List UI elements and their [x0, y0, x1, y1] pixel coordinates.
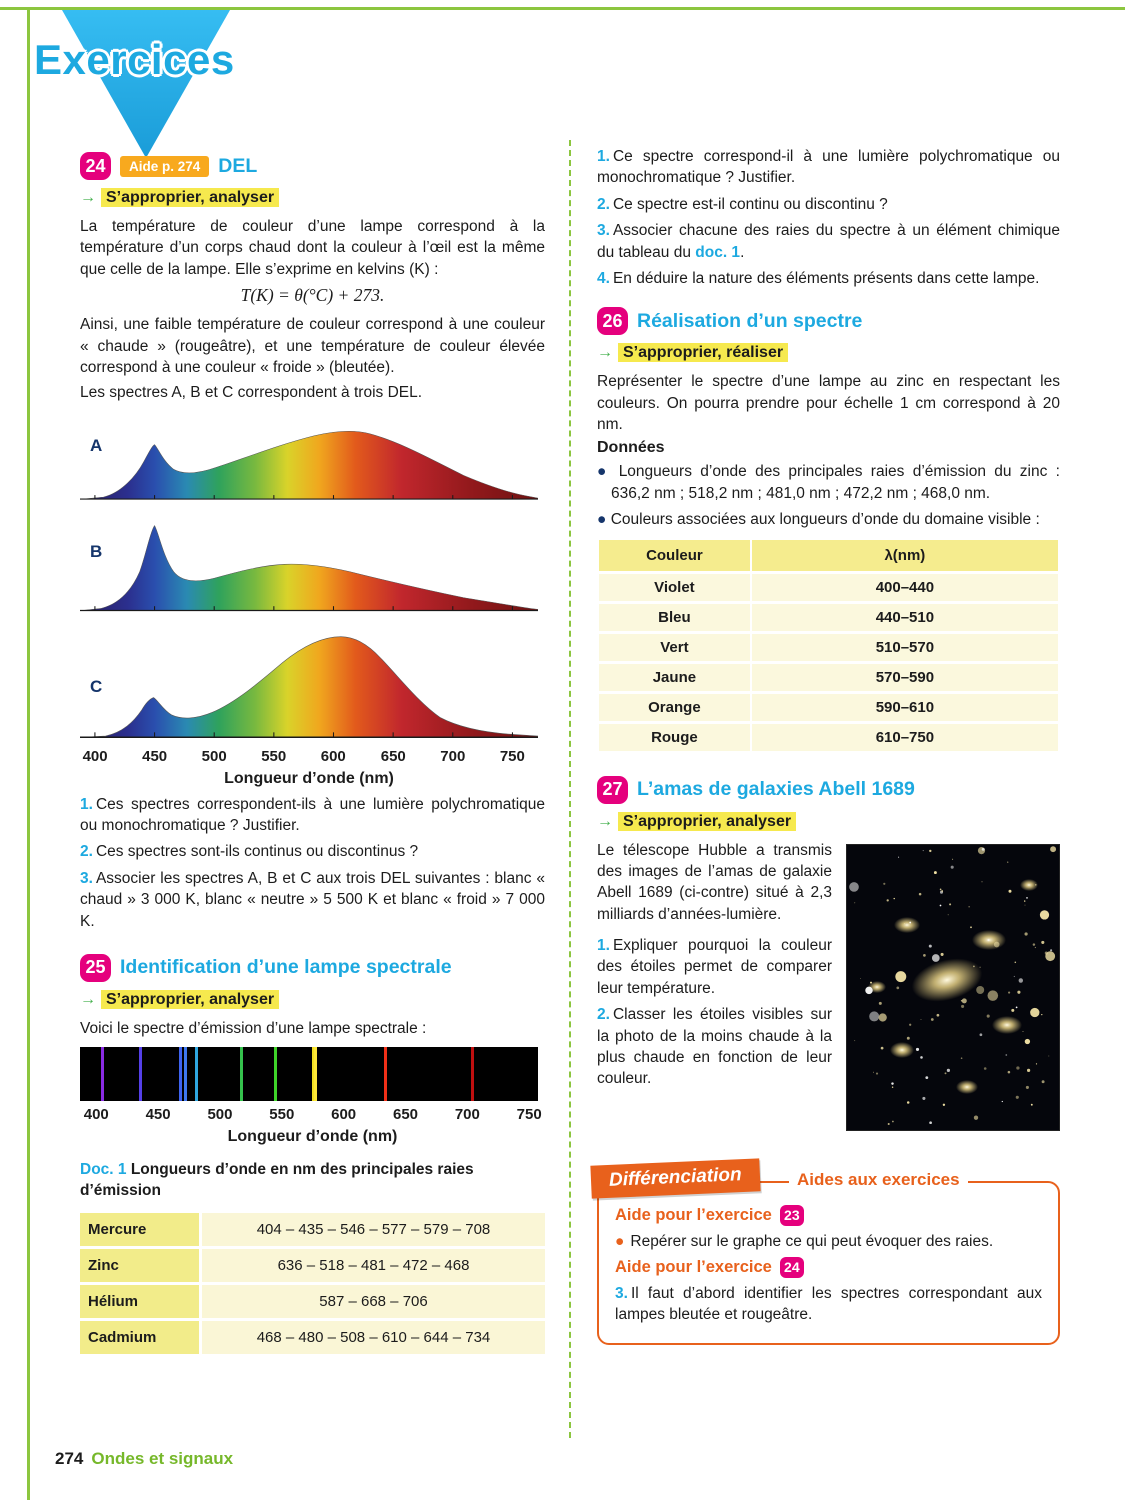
exercise-number-badge: 24 [80, 152, 111, 180]
exercise-title: Réalisation d’un spectre [637, 309, 863, 332]
question-number: 3. [597, 222, 610, 240]
element-wavelengths: 404 – 435 – 546 – 577 – 579 – 708 [202, 1213, 545, 1246]
tick-label: 500 [201, 747, 227, 765]
page-border-top [0, 7, 1125, 10]
tick-label: 750 [499, 747, 525, 765]
bullet-icon: ● [615, 1232, 625, 1250]
page-title: Exercices [34, 36, 235, 83]
element-wavelengths: 468 – 480 – 508 – 610 – 644 – 734 [202, 1321, 545, 1354]
question-text: Associer les spectres A, B et C aux trois DEL suivantes : blanc « chaud » 3 000 K, blanc « neutre » 5 500 K et blanc « froid » 7 000 K. [80, 869, 545, 930]
colour-name: Orange [599, 694, 750, 721]
emission-spectrum-band [80, 1047, 538, 1101]
aide-exercise-23 [615, 1205, 1042, 1226]
x-axis-labels [80, 748, 538, 768]
element-name: Cadmium [80, 1321, 202, 1354]
doc1-reference: doc. 1 [695, 243, 741, 261]
table-row [599, 724, 1058, 751]
colour-name: Violet [599, 574, 750, 601]
x-axis-labels [80, 1106, 545, 1126]
left-column [80, 152, 545, 1357]
bullet-text: Couleurs associées aux longueurs d’onde du domaine visible : [610, 511, 1040, 529]
paragraph: Représenter le spectre d’une lampe au zinc en respectant les couleurs. On pourra prendre pour échelle 1 cm correspond à 20 nm. [597, 373, 1060, 433]
tick-label: 550 [269, 1106, 295, 1124]
arrow-icon: → [80, 189, 96, 206]
colour-wavelength-table [597, 537, 1060, 754]
doc1-caption [80, 1160, 545, 1202]
series-label-A: A [90, 436, 103, 456]
tick-label: 550 [261, 747, 287, 765]
bullet-icon: ● [597, 511, 607, 529]
x-axis-title: Longueur d’onde (nm) [224, 769, 394, 787]
element-name: Mercure [80, 1213, 202, 1246]
differenciation-ribbon: Différenciation [590, 1158, 760, 1198]
table-row [599, 694, 1058, 721]
element-name: Hélium [80, 1285, 202, 1318]
paragraph: La température de couleur d’une lampe correspond à la température d’un corps chaud dont la couleur à l’œil est la même que celle de la lampe. Elle s’exprime en kelvins (K) : [80, 218, 545, 278]
skills-label: S’approprier, analyser [101, 990, 279, 1009]
question [80, 868, 545, 932]
aide-exercise-24 [615, 1257, 1042, 1278]
colour-name: Rouge [599, 724, 750, 751]
aide-text [615, 1283, 1042, 1326]
wavelength-range: 440–510 [752, 604, 1058, 631]
spectrum-C [80, 628, 538, 746]
question [80, 794, 545, 837]
x-axis-title: Longueur d’onde (nm) [227, 1128, 398, 1146]
tick-label: 400 [82, 747, 108, 765]
table-row [80, 1285, 545, 1318]
doc1-table [80, 1210, 545, 1357]
table-row [599, 664, 1058, 691]
question-text: Ce spectre correspond-il à une lumière polychromatique ou monochromatique ? Justifier. [597, 148, 1060, 187]
question-text: Ces spectres sont-ils continus ou discontinus ? [95, 843, 419, 861]
skills-label: S’approprier, analyser [101, 188, 279, 207]
exercise-25-questions [597, 146, 1060, 289]
bullet-text: Longueurs d’onde des principales raies d’émission du zinc : 636,2 nm ; 518,2 nm ; 481,0 nm ; 472,2 nm ; 468,0 nm. [611, 463, 1060, 502]
spectrum-C-curve [80, 628, 538, 746]
question-number: 3. [615, 1284, 628, 1302]
doc1-caption-text: Longueurs d’onde en nm des principales raies d’émission [80, 1161, 474, 1200]
question-number: 2. [597, 195, 610, 213]
question [597, 146, 1060, 189]
exercise-title: DEL [218, 154, 258, 177]
exercise-27-body [597, 840, 1060, 1137]
tick-label: 650 [380, 747, 406, 765]
tick-label: 400 [83, 1106, 109, 1124]
tick-label: 600 [320, 747, 346, 765]
exercise-27 [597, 776, 1060, 1137]
question [597, 194, 1060, 215]
aides-heading: Aides aux exercices [789, 1170, 968, 1190]
arrow-icon: → [597, 812, 613, 830]
aide-label: Aide pour l’exercice [615, 1257, 772, 1276]
spectrum-A [80, 412, 538, 506]
column-divider [569, 140, 571, 1438]
page-footer [55, 1449, 233, 1469]
del-spectra-chart [80, 412, 538, 788]
donnees-label: Données [597, 439, 665, 457]
wavelength-range: 510–570 [752, 634, 1058, 661]
tick-label: 500 [207, 1106, 233, 1124]
question [80, 841, 545, 862]
abell-1689-image [847, 845, 1059, 1130]
paragraph: Le télescope Hubble a transmis des images de l’amas de galaxie Abell 1689 (ci-contre) situé à 2,3 milliards d’années-lumière. [597, 841, 832, 923]
exercise-27-header [597, 776, 1060, 804]
series-label-C: C [90, 677, 103, 697]
right-column [597, 146, 1060, 1345]
skills-label: S’approprier, analyser [618, 812, 796, 831]
aide-label: Aide pour l’exercice [615, 1205, 772, 1224]
paragraph: Voici le spectre d’émission d’une lampe spectrale : [80, 1019, 427, 1037]
aide-text-content: Il faut d’abord identifier les spectres correspondant aux lampes bleutée et rougeâtre. [615, 1284, 1042, 1324]
exercise-25-header [80, 954, 545, 982]
aide-text [615, 1231, 1042, 1252]
column-header: λ(nm) [752, 540, 1058, 571]
element-name: Zinc [80, 1249, 202, 1282]
temperature-formula: T(K) = θ(°C) + 273. [240, 285, 385, 306]
spectrum-A-curve [80, 412, 538, 506]
exercices-banner-triangle [62, 10, 230, 158]
skills-line [597, 344, 1060, 362]
question-number: 2. [80, 843, 93, 861]
data-bullet [597, 461, 1060, 504]
paragraph: Les spectres A, B et C correspondent à trois DEL. [80, 384, 423, 402]
table-row [599, 634, 1058, 661]
tick-label: 750 [516, 1106, 542, 1124]
question-text: Expliquer pourquoi la couleur des étoiles permet de comparer leur température. [597, 937, 832, 997]
question-text: Ces spectres correspondent-ils à une lumière polychromatique ou monochromatique ? Justifier. [80, 795, 545, 834]
exercise-25 [80, 954, 545, 1357]
series-label-B: B [90, 542, 103, 562]
colour-name: Jaune [599, 664, 750, 691]
exercise-title: L’amas de galaxies Abell 1689 [637, 778, 915, 800]
question-text: . [740, 243, 745, 261]
spectrum-B-curve [80, 516, 538, 618]
exercise-number-badge: 26 [597, 307, 628, 335]
lamp-spectrum-figure [80, 1047, 545, 1146]
bullet-icon: ● [597, 463, 611, 481]
table-row [80, 1321, 545, 1354]
differenciation-box [597, 1163, 1060, 1345]
exercise-number-badge: 23 [780, 1205, 804, 1226]
wavelength-range: 610–750 [752, 724, 1058, 751]
question-number: 2. [597, 1006, 610, 1024]
page-border-left [27, 7, 30, 1500]
exercise-24 [80, 152, 545, 932]
doc1-label: Doc. 1 [80, 1161, 127, 1179]
column-header: Couleur [599, 540, 750, 571]
tick-label: 450 [142, 747, 168, 765]
question-text: Ce spectre est-il continu ou discontinu ? [612, 195, 888, 213]
table-header-row [599, 540, 1058, 571]
question-number: 1. [597, 148, 610, 165]
aide-text-content: Repérer sur le graphe ce qui peut évoquer des raies. [630, 1232, 994, 1250]
galaxy-cluster-photo [846, 844, 1060, 1131]
wavelength-range: 590–610 [752, 694, 1058, 721]
exercise-26 [597, 307, 1060, 753]
exercise-title: Identification d’une lampe spectrale [120, 956, 452, 979]
colour-name: Bleu [599, 604, 750, 631]
question-number: 3. [80, 869, 93, 887]
skills-label: S’approprier, réaliser [618, 343, 788, 362]
arrow-icon: → [597, 344, 613, 362]
table-row [80, 1213, 545, 1246]
data-bullet [597, 509, 1060, 530]
exercise-number-badge: 27 [597, 776, 628, 804]
exercise-26-header [597, 307, 1060, 335]
colour-name: Vert [599, 634, 750, 661]
spectrum-B [80, 516, 538, 618]
exercise-24-header [80, 152, 545, 180]
tick-label: 700 [454, 1106, 480, 1124]
skills-line [80, 189, 545, 207]
exercise-number-badge: 24 [780, 1257, 804, 1278]
element-wavelengths: 636 – 518 – 481 – 472 – 468 [202, 1249, 545, 1282]
question-number: 1. [597, 937, 610, 954]
tick-label: 600 [331, 1106, 357, 1124]
question-text: En déduire la nature des éléments présents dans cette lampe. [612, 269, 1040, 287]
question [597, 268, 1060, 289]
table-row [599, 574, 1058, 601]
question-text: Associer chacune des raies du spectre à un élément chimique du tableau du [597, 222, 1060, 261]
table-row [80, 1249, 545, 1282]
question-number: 1. [80, 795, 93, 813]
question-number: 4. [597, 269, 610, 287]
wavelength-range: 400–440 [752, 574, 1058, 601]
page-number: 274 [55, 1449, 84, 1468]
element-wavelengths: 587 – 668 – 706 [202, 1285, 545, 1318]
wavelength-range: 570–590 [752, 664, 1058, 691]
paragraph: Ainsi, une faible température de couleur correspond à une couleur « chaude » (rougeâtre), et une température de couleur élevée correspond à une couleur « froide » (bleutée). [80, 316, 545, 376]
tick-label: 700 [440, 747, 466, 765]
aide-page-tag: Aide p. 274 [120, 156, 209, 177]
skills-line [80, 991, 545, 1009]
question-text: Classer les étoiles visibles sur la photo de la moins chaude à la plus chaude en fonction de leur couleur. [597, 1006, 832, 1088]
chapter-title: Ondes et signaux [91, 1449, 234, 1468]
exercise-number-badge: 25 [80, 954, 111, 982]
skills-line [597, 813, 1060, 831]
tick-label: 650 [392, 1106, 419, 1124]
table-row [599, 604, 1058, 631]
question [597, 220, 1060, 263]
arrow-icon: → [80, 990, 96, 1008]
tick-label: 450 [145, 1106, 171, 1124]
